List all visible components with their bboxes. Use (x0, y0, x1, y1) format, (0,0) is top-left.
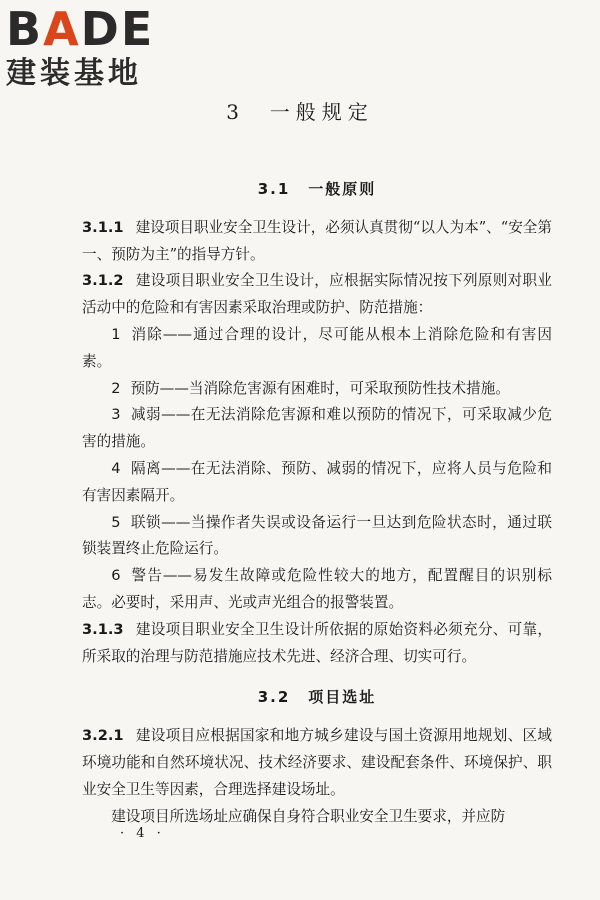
logo-letter: E (120, 2, 155, 56)
logo-letter: D (80, 2, 121, 56)
list-item (82, 402, 552, 456)
clause-paragraph (82, 617, 552, 671)
clause-paragraph (82, 723, 552, 803)
clause-number: 3.1.1 (82, 218, 124, 236)
logo-wordmark (6, 2, 176, 56)
section-number: 3.2 (257, 688, 291, 707)
list-item-number: 1 (111, 325, 121, 343)
clause-text: 建设项目职业安全卫生设计，应根据实际情况按下列原则对职业活动中的危险和有害因素采取治理或防护、防范措施： (82, 272, 552, 317)
list-item (82, 322, 552, 376)
list-item (82, 510, 552, 564)
clause-paragraph (82, 268, 552, 322)
list-item-number: 5 (111, 513, 121, 531)
list-item (82, 376, 552, 403)
clause-text: 建设项目职业安全卫生设计，必须认真贯彻“以人为本”、“安全第一、预防为主”的指导方针。 (82, 218, 552, 263)
chapter-name: 一般规定 (269, 100, 374, 124)
clause-number: 3.2.1 (82, 727, 124, 745)
document-body (82, 168, 552, 830)
logo-letter: B (6, 2, 44, 56)
section-title: 一般原则 (308, 180, 377, 198)
logo (6, 2, 176, 92)
page-number: · 4 · (120, 826, 165, 841)
list-item-number: 2 (111, 379, 121, 397)
list-item-text: 消除——通过合理的设计，尽可能从根本上消除危险和有害因素。 (82, 325, 552, 370)
section-heading (82, 684, 552, 711)
list-item-text: 警告——易发生故障或危险性较大的地方，配置醒目的识别标志。必要时，采用声、光或声光组合的报警装置。 (82, 567, 552, 611)
list-item-text: 联锁——当操作者失误或设备运行一旦达到危险状态时，通过联锁装置终止危险运行。 (82, 513, 552, 558)
clause-text: 建设项目应根据国家和地方城乡建设与国土资源用地规划、区域环境功能和自然环境状况、技术经济要求、建设配套条件、环境保护、职业安全卫生等因素，合理选择建设场址。 (82, 727, 552, 798)
list-item (82, 456, 552, 510)
clause-text: 建设项目职业安全卫生设计所依据的原始资料必须充分、可靠，所采取的治理与防范措施应技术先进、经济合理、切实可行。 (82, 620, 552, 665)
list-item-text: 预防——当消除危害源有困难时，可采取预防性技术措施。 (130, 379, 510, 397)
list-item-text: 减弱——在无法消除危害源和难以预防的情况下，可采取减少危害的措施。 (82, 406, 552, 451)
logo-subtitle: 建装基地 (6, 56, 142, 91)
section-number: 3.1 (257, 180, 291, 198)
clause-paragraph (82, 215, 552, 269)
logo-letter-accent: A (43, 2, 81, 56)
list-item-number: 3 (111, 406, 121, 424)
list-item (82, 563, 552, 617)
clause-number: 3.1.2 (82, 272, 124, 290)
chapter-title (0, 96, 600, 125)
list-item-text: 隔离——在无法消除、预防、减弱的情况下，应将人员与危险和有害因素隔开。 (82, 459, 552, 504)
paragraph: 建设项目所选场址应确保自身符合职业安全卫生要求，并应防 (111, 807, 506, 825)
list-item-number: 6 (111, 567, 121, 585)
section-title: 项目选址 (308, 688, 377, 707)
clause-number: 3.1.3 (82, 620, 124, 638)
chapter-number: 3 (226, 100, 245, 124)
list-item-number: 4 (111, 459, 121, 477)
section-heading (82, 176, 552, 203)
